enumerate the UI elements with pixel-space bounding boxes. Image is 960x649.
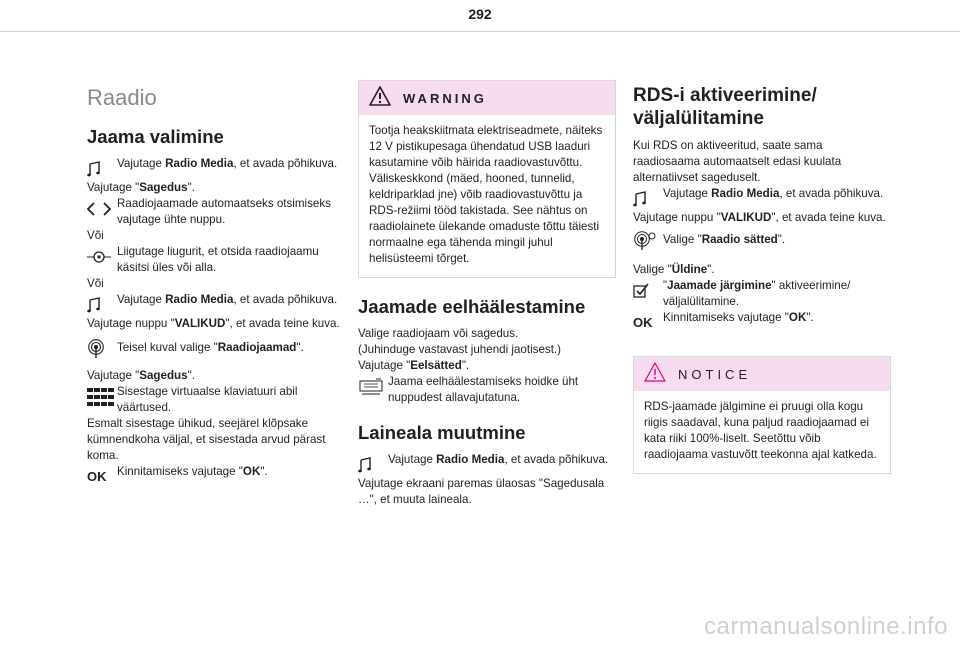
- step-row: [633, 186, 891, 210]
- step-row: [358, 452, 616, 476]
- page-number: 292: [468, 6, 492, 22]
- slider-icon: [87, 244, 117, 268]
- step-row: [358, 374, 616, 406]
- watermark: carmanualsonline.info: [704, 613, 948, 640]
- step-text: Valige "Raadio sätted".: [663, 233, 786, 246]
- step-text: Valige "Üldine".: [633, 263, 715, 276]
- ok-label: OK: [633, 315, 653, 330]
- presets-icon: [358, 374, 388, 398]
- step-text: Kui RDS on aktiveeritud, saate sama raadiosaama automaatselt edasi kuulata alternatiivset sageduselt.: [633, 139, 842, 184]
- warning-title: WARNING: [403, 90, 487, 106]
- step-text: Vajutage Radio Media, et avada põhikuva.: [117, 157, 338, 170]
- step-text: Liigutage liugurit, et otsida raadiojaamu käsitsi üles või alla.: [117, 245, 319, 274]
- section-heading-presets: Jaamade eelhäälestamine: [358, 296, 586, 317]
- warning-text: Tootja heakskiitmata elektriseadmete, näiteks 12 V pistikupesaga ühendatud USB laaduri kasutamine võib häirida raadiovastuvõttu. Väliskeskkond (mäed, hooned, tunnelid, keldriparklad jne) võib raadiovastuvõttu ja RDS-režiimi tööd takistada. See nähtus on raadiolainete ülekande omaduste tõttu täiesti normaalne ega tähenda mingil juhul helisüsteemi tõrget.: [369, 124, 603, 265]
- radio-icon: [87, 336, 117, 360]
- notice-text: RDS-jaamade jälgimine ei pruugi olla kogu riigis saadaval, kuna paljud raadiojaamad ei kata riiki 100%-liselt. Seetõttu võib raadiojaama vastuvõtt teekonna ajal katkeda.: [644, 400, 877, 461]
- chevrons-icon: [87, 196, 117, 220]
- column-1: [87, 80, 345, 488]
- notice-title: NOTICE: [678, 366, 752, 382]
- section-heading-band: Laineala muutmine: [358, 422, 526, 443]
- step-text: Esmalt sisestage ühikud, seejärel klõpsake kümnendkoha väljal, et sisestada arvud pärast koma.: [87, 417, 326, 462]
- warning-box: [358, 80, 616, 278]
- step-text: Jaama eelhäälestamiseks hoidke üht nuppudest allavajutatuna.: [388, 375, 579, 404]
- step-text: Vajutage Radio Media, et avada põhikuva.: [388, 453, 609, 466]
- music-note-icon: [633, 186, 663, 210]
- settings-radio-icon: [633, 228, 663, 252]
- step-text: Vajutage "Sagedus".: [87, 181, 195, 194]
- step-text: (Juhinduge vastavast juhendi jaotisest.): [358, 343, 562, 356]
- step-text: Vajutage ekraani paremas ülaosas "Sagedusala …", et muuta laineala.: [358, 477, 605, 506]
- step-row: [87, 292, 345, 316]
- section-heading-rds: RDS-i aktiveerimine/ väljalülitamine: [633, 85, 817, 129]
- step-text: Teisel kuval valige "Raadiojaamad".: [117, 341, 304, 354]
- step-row: [87, 464, 345, 488]
- step-text: "Jaamade järgimine" aktiveerimine/ väljalülitamine.: [663, 279, 851, 308]
- step-text: Vajutage Radio Media, et avada põhikuva.: [663, 187, 884, 200]
- checkbox-icon: [633, 278, 663, 302]
- step-row: [633, 228, 891, 252]
- or-text: Või: [87, 229, 104, 242]
- ok-label: OK: [87, 469, 107, 484]
- step-text: Vajutage Radio Media, et avada põhikuva.: [117, 293, 338, 306]
- music-note-icon: [87, 292, 117, 316]
- chapter-title: Raadio: [87, 85, 157, 110]
- notice-triangle-icon: [644, 362, 666, 387]
- header-rule: [0, 31, 960, 32]
- step-text: Raadiojaamade automaatseks otsimiseks vajutage ühte nuppu.: [117, 197, 331, 226]
- step-row: [87, 244, 345, 276]
- column-2: [358, 80, 616, 508]
- step-row: [633, 278, 891, 310]
- step-text: Kinnitamiseks vajutage "OK".: [663, 311, 814, 324]
- column-3: [633, 80, 891, 474]
- step-text: Valige raadiojaam või sagedus.: [358, 327, 519, 340]
- warning-triangle-icon: [369, 86, 391, 111]
- step-text: Sisestage virtuaalse klaviatuuri abil väärtused.: [117, 385, 298, 414]
- section-heading-station-select: Jaama valimine: [87, 126, 224, 147]
- step-text: Vajutage "Sagedus".: [87, 369, 195, 382]
- music-note-icon: [87, 156, 117, 180]
- notice-header: [634, 357, 890, 391]
- step-text: Kinnitamiseks vajutage "OK".: [117, 465, 268, 478]
- step-text: Vajutage "Eelsätted".: [358, 359, 470, 372]
- step-row: [87, 384, 345, 416]
- step-text: Vajutage nuppu "VALIKUD", et avada teine kuva.: [87, 317, 340, 330]
- step-row: [633, 310, 891, 334]
- warning-header: [359, 81, 615, 115]
- step-text: Vajutage nuppu "VALIKUD", et avada teine kuva.: [633, 211, 886, 224]
- step-row: [87, 336, 345, 360]
- step-row: [87, 156, 345, 180]
- or-text: Või: [87, 277, 104, 290]
- music-note-icon: [358, 452, 388, 476]
- step-row: [87, 196, 345, 228]
- notice-box: [633, 356, 891, 474]
- keypad-icon: [87, 384, 117, 408]
